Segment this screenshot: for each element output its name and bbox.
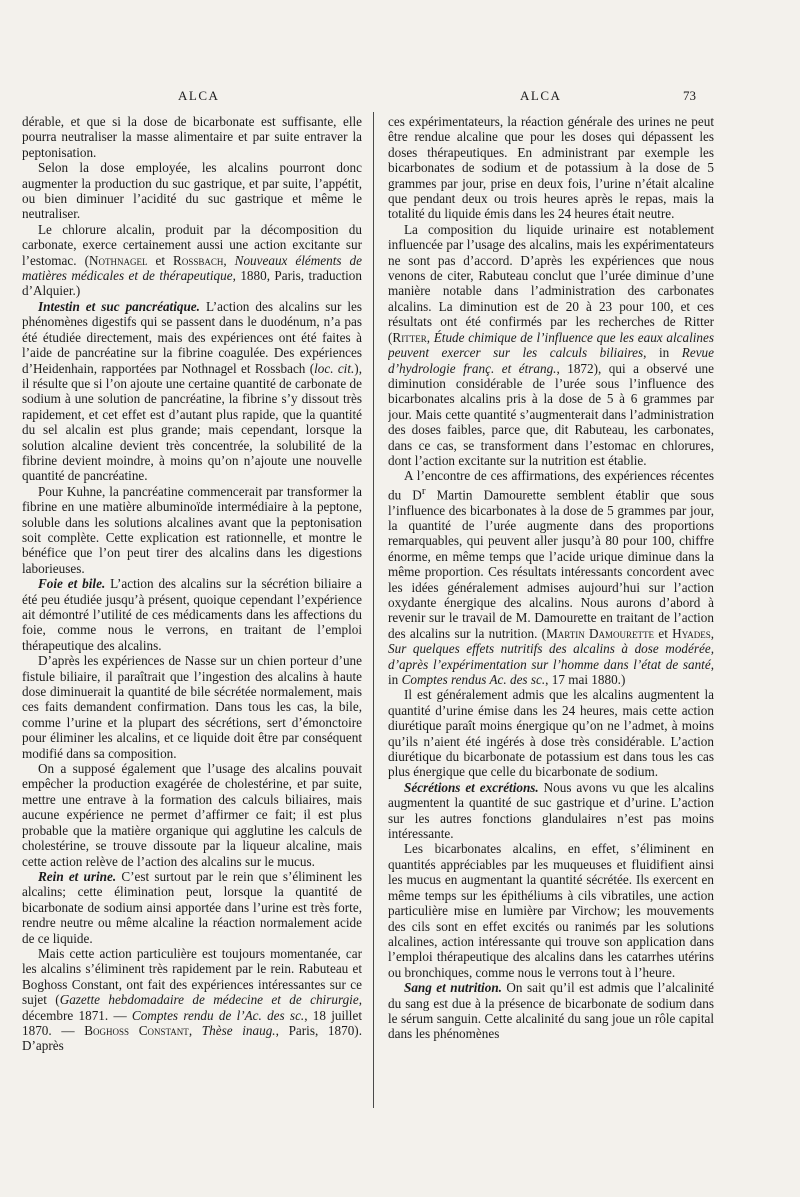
text-run: , Paris, 1870). D’après xyxy=(22,1022,362,1054)
text-run: Pour Kuhne, la pancréatine commencerait par transformer la fibrine en une matière albuminoïde intermédiaire à la peptone, soluble dans les solutions alcalines avant que la peptonisation soit complète. Cette explication est rationnelle, et montre le bénéfice que l’on peut tirer des alcalins dans les digestions laborieuses. xyxy=(22,483,362,576)
text-run: L’action des alcalins sur les phénomènes digestifs qui se passent dans le duodénum, n’a pas été étudiée directement, mais des expériences ont été faites à l’aide de pancréatine sur la fibrine coagulée. Des expériences d’Heidenhain, rapportées par Nothnagel et Rossbach ( xyxy=(22,298,362,376)
left-column xyxy=(22,114,362,1109)
text-run: Sur quelques effets nutritifs des alcalins à dose modérée, d’après l’expérimentation sur l’homme dans l’état de santé xyxy=(388,641,714,672)
text-run: On sait qu’il est admis que l’alcalinité du sang est due à la présence de bicarbonate de sodium dans le sérum sanguin. Cette alcalinité du sang joue un rôle capital dans les phénomènes xyxy=(388,980,714,1042)
paragraph xyxy=(22,653,362,761)
text-run: Gazette hebdomadaire de médecine et de chirurgie xyxy=(59,992,359,1008)
paragraph xyxy=(388,841,714,980)
paragraph xyxy=(22,576,362,653)
paragraph xyxy=(388,114,714,222)
paragraph xyxy=(22,869,362,946)
text-run: dérable, et que si la dose de bicarbonate est suffisante, elle pourra neutraliser la masse alimentaire et par suite entraver la peptonisation. xyxy=(22,114,362,160)
text-run: La composition du liquide urinaire est notablement influencée par l’usage des alcalins, mais les expérimentateurs ne sont pas d’accord. D’après les expériences que nous venons de citer, Rabuteau conclut que l’urée diminue d’une manière notable dans l’administration des carbonates alcalins. La diminution est de 20 à 23 pour 100, et ces résultats ont été confirmés par les recherches de Ritter ( xyxy=(388,221,714,345)
running-header xyxy=(0,88,800,104)
paragraph xyxy=(22,299,362,484)
section-heading: Foie et bile. xyxy=(38,576,106,592)
text-run: Comptes rendus Ac. des sc. xyxy=(401,672,546,688)
text-run: Martin Damourette semblent établir que sous l’influence des bicarbonates à la dose de 5 grammes par jour, la quantité de l’urée augmente dans des proportions remarquables, qui peuvent aller jusqu’à 80 pour 100, chiffre énorme, en même temps que l’acide urique diminue dans la même proportion. Ces résultats intéressants concordent avec les idées généralement admises aujourd’hui sur l’action oxydante énergique des alcalins. Nous aurons d’abord à revenir sur le travail de M. Damourette en traitant de l’action des alcalins sur la nutrition. ( xyxy=(388,487,714,641)
paragraph xyxy=(388,468,714,687)
text-run: Selon la dose employée, les alcalins pourront donc augmenter la production du suc gastrique, et par suite, l’appétit, ou bien diminuer l’acidité du suc gastrique et même le neutraliser. xyxy=(22,160,362,222)
text-run: loc. cit. xyxy=(314,360,355,376)
text-run: , 1880, Paris, traduction d’Alquier.) xyxy=(22,268,362,299)
text-run: , xyxy=(426,329,434,345)
text-run: Hyades xyxy=(672,625,711,641)
text-run: Rossbach xyxy=(173,252,224,268)
paragraph xyxy=(388,980,714,1042)
text-run: et xyxy=(147,252,174,268)
text-run: Revue d’hydrologie franç. et étrang. xyxy=(388,345,714,376)
text-run: On a supposé également que l’usage des alcalins pouvait empêcher la production exagérée de cholestérine, et par suite, mettre une entrave à la formation des calculs biliaires, mais aucune expérience ne permet d’affirmer ce fait; il est plus probable que la matière organique qui agglutine les calculs de cholestérine, se trouve dissoute par la liqueur alcaline, mais cette action relève de l’action des alcalins sur le mucus. xyxy=(22,761,362,869)
text-run: A l’encontre de ces affirmations, des expériences récentes du D xyxy=(388,468,714,503)
paragraph xyxy=(388,780,714,842)
text-run: Mais cette action particulière est toujours momentanée, car les alcalins s’éliminent très rapidement par le rein. Rabuteau et Boghoss Constant, ont fait des expériences intéressantes sur ce sujet ( xyxy=(22,945,362,1008)
text-run: et xyxy=(654,625,673,641)
right-column xyxy=(388,114,714,1109)
text-run: ces expérimentateurs, la réaction générale des urines ne peut être rendue alcaline que pour les doses qui dépassent les doses thérapeutiques. En administrant par exemple les bicarbonates de sodium et de potassium à la dose de 5 grammes par jour, prise en deux fois, l’urine n’était alcaline que pendant deux ou trois heures après le repas, mais la totalité du liquide émis dans les 24 heures était neutre. xyxy=(388,114,714,222)
text-run: Thèse inaug. xyxy=(201,1022,276,1038)
paragraph xyxy=(22,222,362,299)
paragraph xyxy=(22,946,362,1054)
text-run: Comptes rendu de l’Ac. des sc. xyxy=(131,1007,305,1023)
section-heading: Intestin et suc pancréatique. xyxy=(38,298,200,314)
paragraph xyxy=(22,761,362,869)
header-left-title: ALCA xyxy=(178,88,220,103)
text-run: ), il résulte que si l’on ajoute une certaine quantité de carbonate de sodium à une solution de pancréatine, la fibrine s’y dissout très rapidement, et cet effet est d’autant plus rapide, que la quantité du sel alcalin est plus grande; mais cependant, lorsque la solution alcaline devient très concentrée, la solubilité de la fibrine devient moindre, à moins qu’on n’ajoute une nouvelle quantité de pancréatine. xyxy=(22,360,362,484)
text-run: L’action des alcalins sur la sécrétion biliaire a été peu étudiée jusqu’à présent, quoique cependant l’expérience ait démontré l’utilité de ces médicaments dans les affections du foie, comme nous le verrons, en traitant de l’emploi thérapeutique des alcalins. xyxy=(22,576,362,653)
header-right-title: ALCA xyxy=(520,88,562,103)
section-heading: Sang et nutrition. xyxy=(404,980,502,996)
text-run: , 1872), qui a observé une diminution considérable de l’urée sous l’influence des bicarbonates alcalins pris à la dose de 5 à 6 grammes par jour. Mais cette quantité s’augmenterait dans l’administration des doses faibles, parce que, dit Rabuteau, les carbonates, dans ce cas, se transforment dans l’estomac en chlorures, dont l’action excitante sur la nutrition est établie. xyxy=(388,360,714,468)
text-run: Les bicarbonates alcalins, en effet, s’éliminent en quantités appréciables par les muqueuses et fluidifient ainsi les mucus en augmentant la quantité sécrétée. Ils exercent en même temps sur les épithéliums à cils vibratiles, une action particulière mise en lumière par Virchow; les mouvements des cils sont en effet excités ou ranimés par les solutions alcalines, action intéressante qui trouve son application dans l’emploi thérapeutique des alcalins dans les catarrhes utérins ou bronchiques, comme nous le verrons tout à l’heure. xyxy=(388,841,714,980)
text-run: r xyxy=(421,484,426,497)
paragraph xyxy=(22,114,362,160)
section-heading: Rein et urine. xyxy=(38,868,117,884)
text-run: , xyxy=(223,252,235,268)
text-run: Nothnagel xyxy=(88,252,148,268)
text-run: , xyxy=(188,1022,202,1038)
text-run: Martin Damourette xyxy=(546,625,655,641)
column-divider xyxy=(373,112,374,1108)
text-run: D’après les expériences de Nasse sur un chien porteur d’une fistule biliaire, il paraîtrait que l’ingestion des alcalins à haute dose diminuerait la quantité de bile sécrétée normalement, mais ces faits demandent confirmation. Dans tous les cas, la bile, comme l’urine et la plupart des sécrétions, sert d’émonctoire pour éliminer les alcalins, et ce liquide doit être par conséquent modifié dans sa composition. xyxy=(22,653,362,761)
text-run: , in xyxy=(388,656,714,688)
text-run: Il est généralement admis que les alcalins augmentent la quantité d’urine émise dans les 24 heures, mais cette action diurétique paraît moins énergique qu’on ne l’admet, à moins qu’ils n’aient été ingérés à dose très considérable. L’action diurétique du bicarbonate de potassium est dans tous les cas plus énergique que celle du bicarbonate de sodium. xyxy=(388,687,714,780)
text-run: C’est surtout par le rein que s’éliminent les alcalins; cette élimination peut, lorsque la quantité de bicarbonate de sodium ainsi apportée dans l’urine est très forte, rendre neutre ou même alcaline la réaction normalement acide de ce liquide. xyxy=(22,868,362,946)
text-run: Boghoss Constant xyxy=(84,1022,189,1038)
text-run: , décembre 1871. — xyxy=(22,992,362,1023)
text-run: Nouveaux éléments de matières médicales et de thérapeutique xyxy=(22,252,362,284)
text-run: Nous avons vu que les alcalins augmentent la quantité de suc gastrique et d’urine. L’action sur les autres fonctions glandulaires n’est pas moins intéressante. xyxy=(388,779,714,842)
text-run: , 18 juillet 1870. — xyxy=(22,1007,362,1038)
page-number: 73 xyxy=(683,88,696,103)
text-run: , in xyxy=(643,345,682,361)
text-run: Ritter xyxy=(392,329,427,345)
paragraph xyxy=(388,222,714,469)
text-run: Le chlorure alcalin, produit par la décomposition du carbonate, exerce certainement aussi une action excitante sur l’estomac. ( xyxy=(22,221,362,268)
paragraph xyxy=(22,484,362,576)
paragraph xyxy=(388,687,714,779)
text-run: , 17 mai 1880.) xyxy=(545,672,626,688)
text-run: , xyxy=(710,625,714,641)
paragraph xyxy=(22,160,362,222)
text-run: Étude chimique de l’influence que les eaux alcalines peuvent exercer sur les calculs biliaires xyxy=(388,329,714,361)
section-heading: Sécrétions et excrétions. xyxy=(404,779,539,795)
